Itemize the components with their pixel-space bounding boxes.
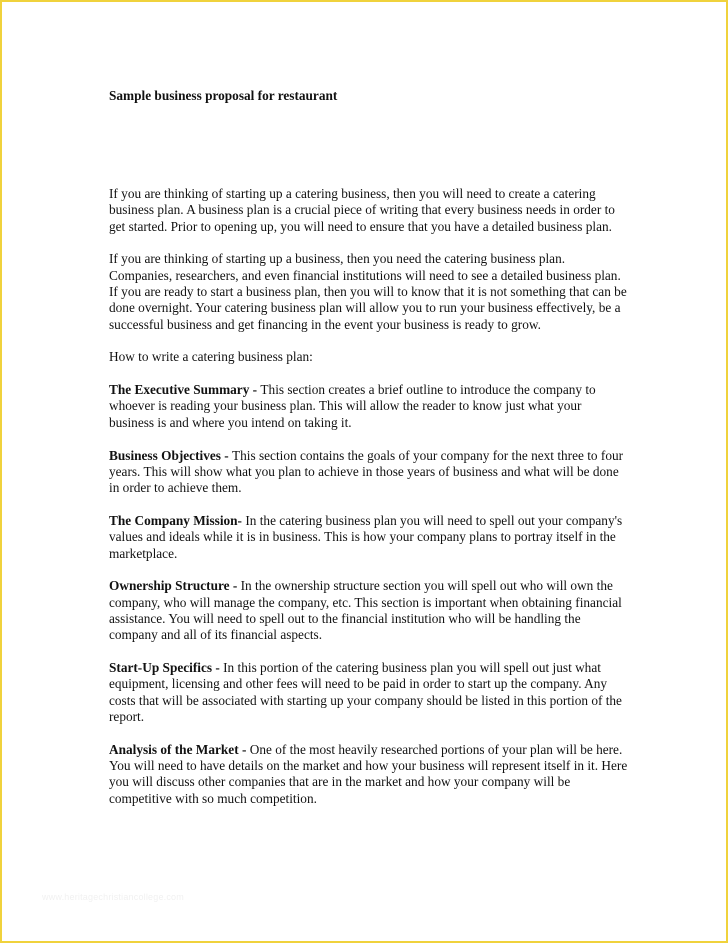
section-body: In this portion of the catering business plan you will spell out just what equipment, licensing and other fees will need to be paid in order to start up the company. Any costs that will be associated with starting up your company should be listed in this portion of the report. [109,660,622,724]
section-market-analysis [109,742,629,807]
section-heading: Business Objectives - [109,447,232,463]
list-intro-paragraph: How to write a catering business plan: [109,349,313,365]
section-heading: The Company Mission- [109,512,246,528]
section-start-up-specifics [109,660,629,725]
section-executive-summary [109,382,629,431]
site-watermark: www.heritagechristiancollege.com [42,892,184,902]
section-business-objectives [109,448,629,497]
section-body: This section contains the goals of your company for the next three to four years. This will show what you plan to achieve in those years of business and what will be done in order to achieve them. [109,447,624,496]
body-paragraph: If you are thinking of starting up a business, then you need the catering business plan. Companies, researchers, and even financial institutions will need to see a detailed business plan. If you are ready to start a business plan, then you will to know that it is not something that can be done overnight. Your catering business plan will allow you to run your business effectively, be a successful business and get financing in the event your business is ready to grow. [109,251,627,332]
document-body [109,88,629,807]
section-body: In the ownership structure section you will spell out who will own the company, who will manage the company, etc. This section is important when obtaining financial assistance. You will need to spell out to the financial institution who will be handling the company and all of its financial aspects. [109,578,622,643]
section-body: One of the most heavily researched portions of your plan will be here. You will need to have details on the market and how your business will represent itself in it. Here you will discuss other companies that are in the market and how your company will be competitive with so much competition. [109,741,628,806]
section-body: In the catering business plan you will need to spell out your company's values and ideals while it is in business. This is how your company plans to portray itself in the marketplace. [109,512,623,561]
section-company-mission [109,513,629,562]
section-heading: Analysis of the Market - [109,741,250,757]
section-heading: Ownership Structure - [109,578,241,594]
intro-paragraph: If you are thinking of starting up a catering business, then you will need to create a catering business plan. A business plan is a crucial piece of writing that every business needs in order to get started. Prior to opening up, you will need to ensure that you have a detailed business plan. [109,186,615,234]
document-title: Sample business proposal for restaurant [109,88,338,103]
section-heading: Start-Up Specifics - [109,660,224,676]
section-body: This section creates a brief outline to introduce the company to whoever is reading your business plan. This will allow the reader to know just what your business is and where you intend on taking it. [109,382,596,430]
section-heading: The Executive Summary - [109,382,261,398]
section-ownership-structure [109,578,629,643]
